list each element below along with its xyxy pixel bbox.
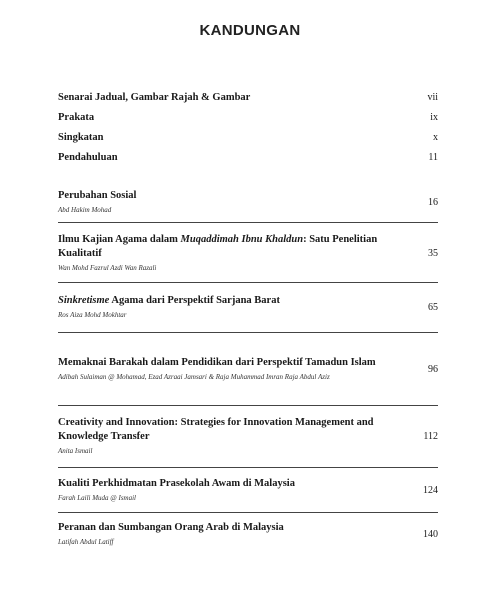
chapter-title: Kualiti Perkhidmatan Prasekolah Awam di Malaysia	[58, 477, 295, 489]
front-matter-item[interactable]	[58, 92, 438, 112]
chapter-title: Memaknai Barakah dalam Pendidikan dari Perspektif Tamadun Islam	[58, 356, 376, 368]
chapter-author: Farah Laili Muda @ Ismail	[58, 493, 136, 502]
page-number: 11	[428, 152, 438, 163]
chapter-author: Latifah Abdul Latiff	[58, 537, 114, 546]
chapter-title: Peranan dan Sumbangan Orang Arab di Malaysia	[58, 521, 284, 533]
chapter-author: Abd Hakim Mohad	[58, 205, 112, 214]
chapter-author: Anita Ismail	[58, 446, 93, 455]
front-matter-label: Senarai Jadual, Gambar Rajah & Gambar	[58, 92, 251, 103]
page-number: x	[433, 132, 438, 143]
front-matter-item[interactable]	[58, 132, 438, 152]
front-matter-item[interactable]	[58, 152, 438, 172]
divider	[58, 512, 438, 513]
page-number: vii	[427, 92, 438, 103]
page-number: 16	[428, 196, 438, 208]
page-number: 140	[423, 528, 438, 540]
front-matter-label: Pendahuluan	[58, 152, 118, 163]
chapter-entry[interactable]	[58, 230, 438, 276]
page-number: 112	[423, 430, 438, 442]
chapter-entry[interactable]	[58, 184, 438, 220]
page-title: KANDUNGAN	[199, 22, 301, 39]
front-matter-item[interactable]	[58, 112, 438, 132]
chapter-author: Wan Mohd Fazrul Azdi Wan Razali	[58, 263, 157, 272]
chapter-entry[interactable]	[58, 518, 438, 550]
chapter-title: Sinkretisme Agama dari Perspektif Sarjana Barat	[58, 294, 280, 306]
page-number: ix	[430, 112, 438, 123]
front-matter-label: Singkatan	[58, 132, 104, 143]
divider	[58, 282, 438, 283]
chapter-title: Creativity and Innovation: Strategies for Innovation Management and Knowledge Transfer	[58, 416, 374, 442]
chapter-entry[interactable]	[58, 474, 438, 506]
page-number: 35	[428, 247, 438, 259]
page-number: 124	[423, 484, 438, 496]
chapter-entry[interactable]	[58, 290, 438, 324]
page-number: 96	[428, 363, 438, 375]
divider	[58, 467, 438, 468]
chapter-title: Perubahan Sosial	[58, 189, 137, 201]
front-matter-list	[58, 92, 438, 172]
divider	[58, 222, 438, 223]
divider	[58, 405, 438, 406]
chapter-author: Adibah Sulaiman @ Mohamad, Ezad Azraai Jamsari & Raja Muhammad Imran Raja Abdul Aziz	[58, 372, 330, 381]
chapter-entry[interactable]	[58, 339, 438, 399]
divider	[58, 332, 438, 333]
chapter-author: Ros Aiza Mohd Mokhtar	[58, 310, 127, 319]
front-matter-label: Prakata	[58, 112, 95, 123]
chapter-title: Ilmu Kajian Agama dalam Muqaddimah Ibnu Khaldun: Satu Penelitian Kualitatif	[58, 233, 378, 259]
chapter-entry[interactable]	[58, 412, 438, 460]
page-number: 65	[428, 301, 438, 313]
